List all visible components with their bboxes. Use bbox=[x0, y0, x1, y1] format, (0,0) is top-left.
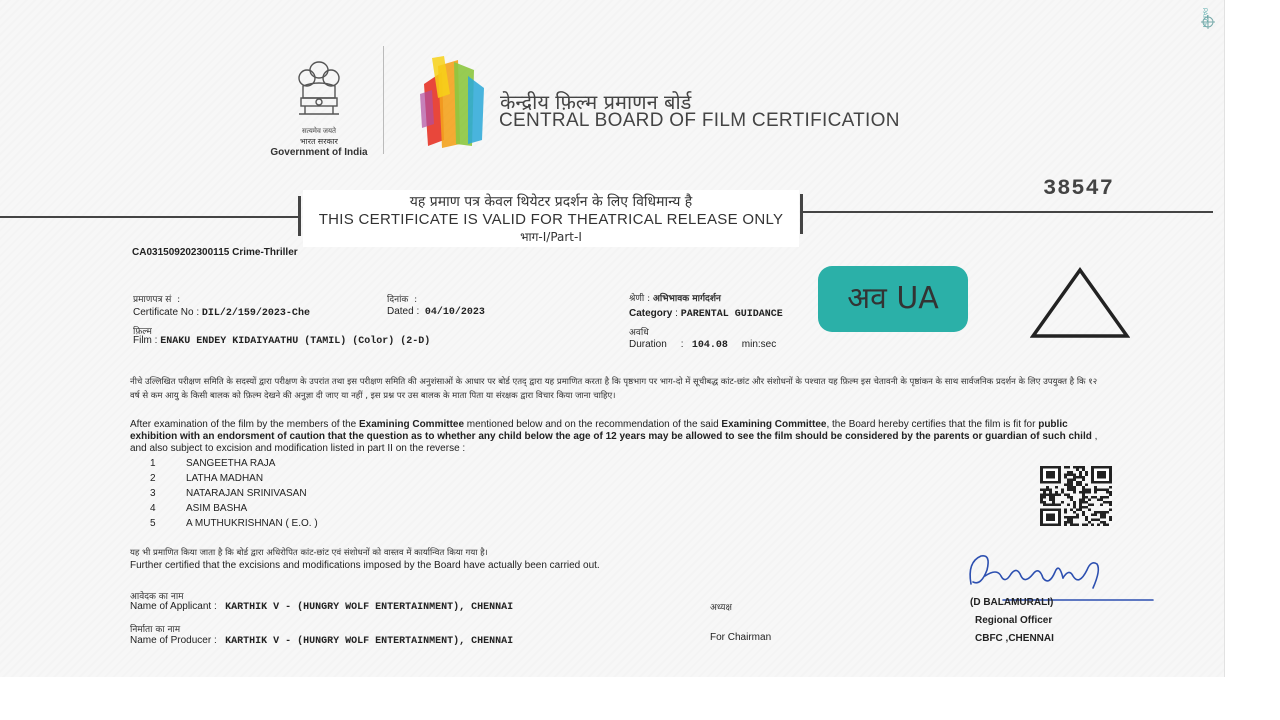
validity-hindi: यह प्रमाण पत्र केवल थियेटर प्रदर्शन के लिए विधिमान्य है bbox=[409, 194, 693, 210]
category-row: Category : PARENTAL GUIDANCE bbox=[629, 308, 783, 320]
list-item: 4 ASIM BASHA bbox=[150, 503, 248, 514]
cbfc-logo-icon bbox=[414, 54, 494, 154]
rating-badge: अव UA bbox=[818, 266, 968, 332]
validity-part: भाग-I/Part-I bbox=[520, 230, 582, 244]
film-row: Film : ENAKU ENDEY KIDAIYAATHU (TAMIL) (Color) (2-D) bbox=[133, 335, 431, 347]
english-paragraph: After examination of the film by the members of the Examining Committee mentioned below and on the recommendation of the said Examining Committee, the Board hereby certifies that the film is fit for public exhibition with an endorsment of caution that the question as to whether any child below the age of 12 years may be allowed to see the film should be considered by the parents or guardian of such child , and also subject to excision and modification listed in part II on the reverse : bbox=[130, 419, 1098, 454]
ua-triangle-icon bbox=[1030, 266, 1130, 340]
hindi-paragraph: नीचे उल्लिखित परीक्षण समिति के सदस्यों द्वारा परीक्षण के उपरांत तथा इस परीक्षण समिति की अनुशंसाओं के आधार पर बोर्ड एतद् द्वारा यह प्रमाणित करता है कि पृष्ठभाग पर भाग-दो में सूचीबद्ध कांट-छांट और संशोधनों के पश्चात यह फ़िल्म इस चेतावनी के पृष्ठांकन के साथ सार्वजनिक प्रदर्शन के लिए उपयुक्त है कि १२ वर्ष से कम आयु के किसी बालक को फ़िल्म देखने की अनुज्ञा दी जाए या नहीं , इस प्रश्न पर उस बालक के माता पिता या संरक्षक द्वारा विचार किया जाना चाहिए। bbox=[130, 377, 1098, 401]
list-item: 3 NATARAJAN SRINIVASAN bbox=[150, 488, 307, 499]
certificate-code: CA031509202300115 Crime-Thriller bbox=[132, 247, 298, 258]
emblem-motto: सत्यमेव जयते bbox=[301, 128, 337, 135]
rule-tick-left bbox=[298, 196, 301, 236]
applicant-label: Name of Applicant bbox=[130, 601, 212, 612]
bharat-sarkar: भारत सरकार bbox=[300, 137, 338, 146]
cert-no-row: Certificate No : DIL/2/159/2023-Che bbox=[133, 307, 310, 319]
duration-label: Duration bbox=[629, 339, 667, 350]
for-chairman: For Chairman bbox=[710, 632, 772, 643]
duration-unit: min:sec bbox=[741, 339, 777, 350]
serial-number: 38547 bbox=[1043, 176, 1115, 201]
list-item: 5 A MUTHUKRISHNAN ( E.O. ) bbox=[150, 518, 318, 529]
producer-hindi: निर्माता का नाम bbox=[130, 625, 181, 635]
film-value: ENAKU ENDEY KIDAIYAATHU (TAMIL) (Color) (2-D) bbox=[160, 336, 431, 347]
dated-row: Dated : 04/10/2023 bbox=[387, 306, 485, 318]
applicant-value: KARTHIK V - (HUNGRY WOLF ENTERTAINMENT), CHENNAI bbox=[225, 602, 514, 613]
film-label: Film bbox=[133, 335, 152, 346]
validity-banner bbox=[303, 190, 799, 247]
header-divider bbox=[383, 46, 384, 154]
side-tag: PATCH bbox=[1201, 8, 1207, 28]
producer-label: Name of Producer bbox=[130, 635, 212, 646]
duration-value: 104.08 bbox=[691, 340, 728, 351]
list-item: 1 SANGEETHA RAJA bbox=[150, 458, 276, 469]
list-item: 2 LATHA MADHAN bbox=[150, 473, 264, 484]
rule-right bbox=[803, 211, 1213, 213]
applicant-row: Name of Applicant : KARTHIK V - (HUNGRY WOLF ENTERTAINMENT), CHENNAI bbox=[130, 601, 514, 613]
qr-code-icon[interactable] bbox=[1040, 466, 1112, 526]
cert-no-value: DIL/2/159/2023-Che bbox=[201, 308, 310, 319]
further-hindi: यह भी प्रमाणित किया जाता है कि बोर्ड द्वारा अधिरोपित कांट-छांट एवं संशोधनों को वास्तव में कार्यान्वित किया गया है। bbox=[130, 548, 488, 558]
category-value: PARENTAL GUIDANCE bbox=[680, 309, 783, 320]
film-hindi: फ़िल्म bbox=[133, 327, 152, 337]
board-name-english: CENTRAL BOARD OF FILM CERTIFICATION bbox=[499, 110, 900, 131]
officer-office: CBFC ,CHENNAI bbox=[975, 633, 1054, 644]
category-label: Category bbox=[629, 308, 673, 319]
national-emblem-icon bbox=[293, 58, 345, 120]
government-of-india: Government of India bbox=[270, 147, 368, 158]
chairman-hindi: अध्यक्ष bbox=[710, 603, 732, 613]
further-english: Further certified that the excisions and modifications imposed by the Board have actually been carried out. bbox=[130, 560, 600, 571]
duration-hindi: अवधि bbox=[629, 328, 649, 338]
emblem-block bbox=[270, 58, 368, 158]
category-hindi: श्रेणी : अभिभावक मार्गदर्शन bbox=[629, 294, 721, 304]
rule-left bbox=[0, 216, 298, 218]
validity-english: THIS CERTIFICATE IS VALID FOR THEATRICAL RELEASE ONLY bbox=[318, 211, 784, 228]
dated-label: Dated bbox=[387, 306, 414, 317]
dated-hindi: दिनांक : bbox=[387, 295, 418, 305]
applicant-hindi: आवेदक का नाम bbox=[130, 592, 184, 602]
cert-no-label: Certificate No bbox=[133, 307, 194, 318]
committee-members bbox=[150, 458, 318, 533]
crosshair-icon bbox=[1200, 14, 1216, 30]
dated-value: 04/10/2023 bbox=[424, 307, 485, 318]
producer-value: KARTHIK V - (HUNGRY WOLF ENTERTAINMENT), CHENNAI bbox=[225, 636, 514, 647]
category-hindi-value: अभिभावक मार्गदर्शन bbox=[653, 294, 721, 304]
officer-name: (D BALAMURALI) bbox=[970, 597, 1054, 608]
cert-no-hindi: प्रमाणपत्र सं : bbox=[133, 295, 181, 305]
board-name-hindi: केन्द्रीय फ़िल्म प्रमाणन बोर्ड bbox=[500, 90, 692, 114]
duration-row: Duration : 104.08 min:sec bbox=[629, 339, 777, 351]
rule-tick-right bbox=[800, 194, 803, 234]
producer-row: Name of Producer : KARTHIK V - (HUNGRY WOLF ENTERTAINMENT), CHENNAI bbox=[130, 635, 514, 647]
officer-title: Regional Officer bbox=[975, 615, 1053, 626]
